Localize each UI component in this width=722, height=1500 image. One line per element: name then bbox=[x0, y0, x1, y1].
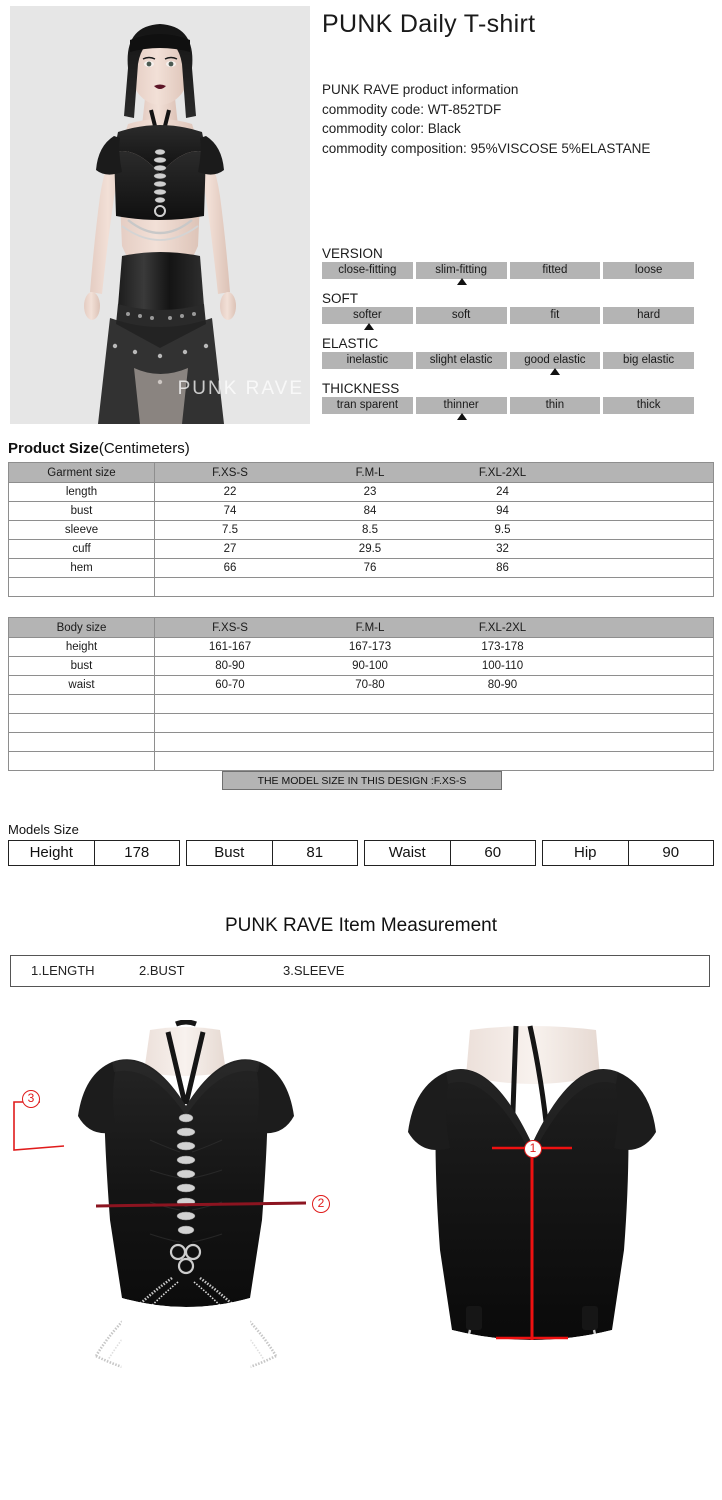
soft-option-1[interactable]: soft bbox=[416, 307, 507, 324]
row-label-hem: hem bbox=[9, 559, 155, 578]
sleeve-xs: 7.5 bbox=[222, 524, 238, 536]
soft-marker-row bbox=[322, 324, 694, 334]
attribute-thickness-label: THICKNESS bbox=[322, 381, 400, 396]
product-size-col-values bbox=[155, 463, 714, 483]
bust-xs: 74 bbox=[223, 505, 237, 517]
table-row bbox=[9, 483, 714, 502]
thickness-option-0[interactable]: tran sparent bbox=[322, 397, 413, 414]
thickness-marker-row bbox=[322, 414, 694, 424]
table-row-empty bbox=[9, 733, 714, 752]
height-xl: 173-178 bbox=[481, 641, 524, 653]
elastic-option-1[interactable]: slight elastic bbox=[416, 352, 507, 369]
watermark-text: PUNK RAVE bbox=[177, 378, 304, 399]
body-size-table bbox=[8, 617, 714, 771]
models-size-hip-value: 90 bbox=[662, 844, 680, 861]
info-line-2: commodity color: Black bbox=[322, 121, 461, 136]
cuff-xl: 32 bbox=[496, 543, 509, 555]
table-row-empty bbox=[9, 714, 714, 733]
soft-selected-marker bbox=[364, 323, 374, 330]
garment-figures bbox=[0, 1020, 722, 1490]
version-option-3[interactable]: loose bbox=[603, 262, 694, 279]
thickness-option-3[interactable]: thick bbox=[603, 397, 694, 414]
info-line-1: commodity code: WT-852TDF bbox=[322, 101, 502, 117]
info-line-3: commodity composition: 95%VISCOSE 5%ELASTANE bbox=[322, 140, 651, 156]
callout-2: 2 bbox=[312, 1195, 330, 1213]
models-size-height-key: Height bbox=[9, 841, 95, 865]
attribute-thickness-bar bbox=[322, 397, 694, 414]
length-m: 23 bbox=[363, 486, 377, 498]
callout-3: 3 bbox=[22, 1090, 40, 1108]
thickness-option-1[interactable]: thinner bbox=[416, 397, 507, 414]
attribute-soft bbox=[322, 291, 694, 334]
attribute-elastic-bar bbox=[322, 352, 694, 369]
table-row bbox=[9, 540, 714, 559]
soft-option-3[interactable]: hard bbox=[603, 307, 694, 324]
sleeve-m: 8.5 bbox=[362, 524, 378, 536]
body-size-col-m: F.M-L bbox=[355, 621, 385, 634]
version-option-2[interactable]: fitted bbox=[510, 262, 601, 279]
body-row-label-height: height bbox=[9, 638, 155, 657]
models-size-bust-key: Bust bbox=[187, 841, 273, 865]
bust-xl: 94 bbox=[496, 505, 509, 517]
attribute-version-label: VERSION bbox=[322, 246, 383, 261]
models-size-hip bbox=[542, 840, 714, 866]
bust-m: 84 bbox=[363, 505, 377, 517]
legend-item-length: 1.LENGTH bbox=[31, 963, 95, 978]
body-bust-xl: 100-110 bbox=[481, 660, 524, 672]
body-row-label-waist: waist bbox=[9, 676, 155, 695]
waist-xs: 60-70 bbox=[215, 679, 245, 691]
waist-m: 70-80 bbox=[355, 679, 385, 691]
table-row-empty bbox=[9, 695, 714, 714]
body-bust-m: 90-100 bbox=[352, 660, 388, 672]
table-row-empty bbox=[9, 578, 714, 597]
product-size-header-row bbox=[9, 463, 714, 483]
attribute-version bbox=[322, 246, 694, 289]
garment-measurement-illustration bbox=[0, 1020, 722, 1490]
table-row bbox=[9, 521, 714, 540]
product-size-heading bbox=[8, 440, 190, 457]
version-option-1[interactable]: slim-fitting bbox=[416, 262, 507, 279]
product-size-table bbox=[8, 462, 714, 597]
measurement-title: PUNK RAVE Item Measurement bbox=[224, 915, 498, 936]
table-row bbox=[9, 559, 714, 578]
attribute-elastic-label: ELASTIC bbox=[322, 336, 379, 351]
elastic-option-2[interactable]: good elastic bbox=[510, 352, 601, 369]
table-row bbox=[9, 657, 714, 676]
body-bust-xs: 80-90 bbox=[215, 660, 245, 672]
body-row-label-bust: bust bbox=[9, 657, 155, 676]
attribute-thickness bbox=[322, 381, 694, 424]
cuff-xs: 27 bbox=[223, 543, 237, 555]
version-selected-marker bbox=[457, 278, 467, 285]
models-size-waist bbox=[364, 840, 536, 866]
product-size-col-label: Garment size bbox=[9, 463, 155, 483]
models-size-label: Models Size bbox=[8, 822, 79, 837]
attribute-elastic bbox=[322, 336, 694, 379]
models-size-waist-key: Waist bbox=[365, 841, 451, 865]
row-label-bust: bust bbox=[9, 502, 155, 521]
body-size-header-row bbox=[9, 618, 714, 638]
callout-1: 1 bbox=[524, 1140, 542, 1158]
table-row-empty bbox=[9, 752, 714, 771]
thickness-option-2[interactable]: thin bbox=[510, 397, 601, 414]
legend-item-sleeve: 3.SLEEVE bbox=[283, 963, 345, 978]
product-size-col-xl: F.XL-2XL bbox=[478, 466, 527, 479]
page-title: PUNK Daily T-shirt bbox=[322, 10, 536, 38]
soft-option-0[interactable]: softer bbox=[322, 307, 413, 324]
attribute-soft-bar bbox=[322, 307, 694, 324]
model-size-banner: THE MODEL SIZE IN THIS DESIGN :F.XS-S bbox=[222, 771, 502, 790]
elastic-marker-row bbox=[322, 369, 694, 379]
model-photo bbox=[10, 6, 310, 424]
body-size-col-xs: F.XS-S bbox=[212, 621, 248, 634]
table-row bbox=[9, 502, 714, 521]
hem-m: 76 bbox=[363, 562, 377, 574]
models-size-row bbox=[8, 840, 714, 866]
waist-xl: 80-90 bbox=[487, 679, 518, 691]
attribute-scales bbox=[322, 246, 694, 426]
models-size-height-value: 178 bbox=[124, 844, 150, 861]
soft-option-2[interactable]: fit bbox=[510, 307, 601, 324]
product-size-col-xs: F.XS-S bbox=[212, 466, 248, 479]
body-size-col-xl: F.XL-2XL bbox=[478, 621, 527, 634]
product-size-heading-unit: (Centimeters) bbox=[98, 440, 190, 457]
hem-xs: 66 bbox=[223, 562, 237, 574]
models-size-waist-value: 60 bbox=[484, 844, 502, 861]
attribute-soft-label: SOFT bbox=[322, 291, 358, 306]
version-marker-row bbox=[322, 279, 694, 289]
thickness-selected-marker bbox=[457, 413, 467, 420]
cuff-m: 29.5 bbox=[358, 543, 382, 555]
models-size-bust-value: 81 bbox=[306, 844, 324, 861]
length-xs: 22 bbox=[223, 486, 237, 498]
elastic-option-0[interactable]: inelastic bbox=[322, 352, 413, 369]
row-label-sleeve: sleeve bbox=[9, 521, 155, 540]
measurement-legend-box bbox=[10, 955, 710, 987]
sleeve-xl: 9.5 bbox=[494, 524, 511, 536]
legend-item-bust: 2.BUST bbox=[139, 963, 185, 978]
info-line-0: PUNK RAVE product information bbox=[322, 82, 519, 97]
models-size-bust bbox=[186, 840, 358, 866]
product-info-block bbox=[322, 80, 650, 158]
elastic-option-3[interactable]: big elastic bbox=[603, 352, 694, 369]
attribute-version-bar bbox=[322, 262, 694, 279]
models-size-hip-key: Hip bbox=[543, 841, 629, 865]
elastic-selected-marker bbox=[550, 368, 560, 375]
model-photo-illustration bbox=[10, 6, 310, 424]
hem-xl: 86 bbox=[496, 562, 509, 574]
product-size-col-m: F.M-L bbox=[355, 466, 385, 479]
height-m: 167-173 bbox=[348, 641, 392, 653]
product-size-heading-bold: Product Size bbox=[8, 440, 99, 457]
height-xs: 161-167 bbox=[208, 641, 252, 653]
table-row bbox=[9, 676, 714, 695]
length-xl: 24 bbox=[496, 486, 509, 498]
version-option-0[interactable]: close-fitting bbox=[322, 262, 413, 279]
table-row bbox=[9, 638, 714, 657]
row-label-cuff: cuff bbox=[9, 540, 155, 559]
body-size-col-label: Body size bbox=[9, 618, 155, 638]
models-size-height bbox=[8, 840, 180, 866]
row-label-length: length bbox=[9, 483, 155, 502]
